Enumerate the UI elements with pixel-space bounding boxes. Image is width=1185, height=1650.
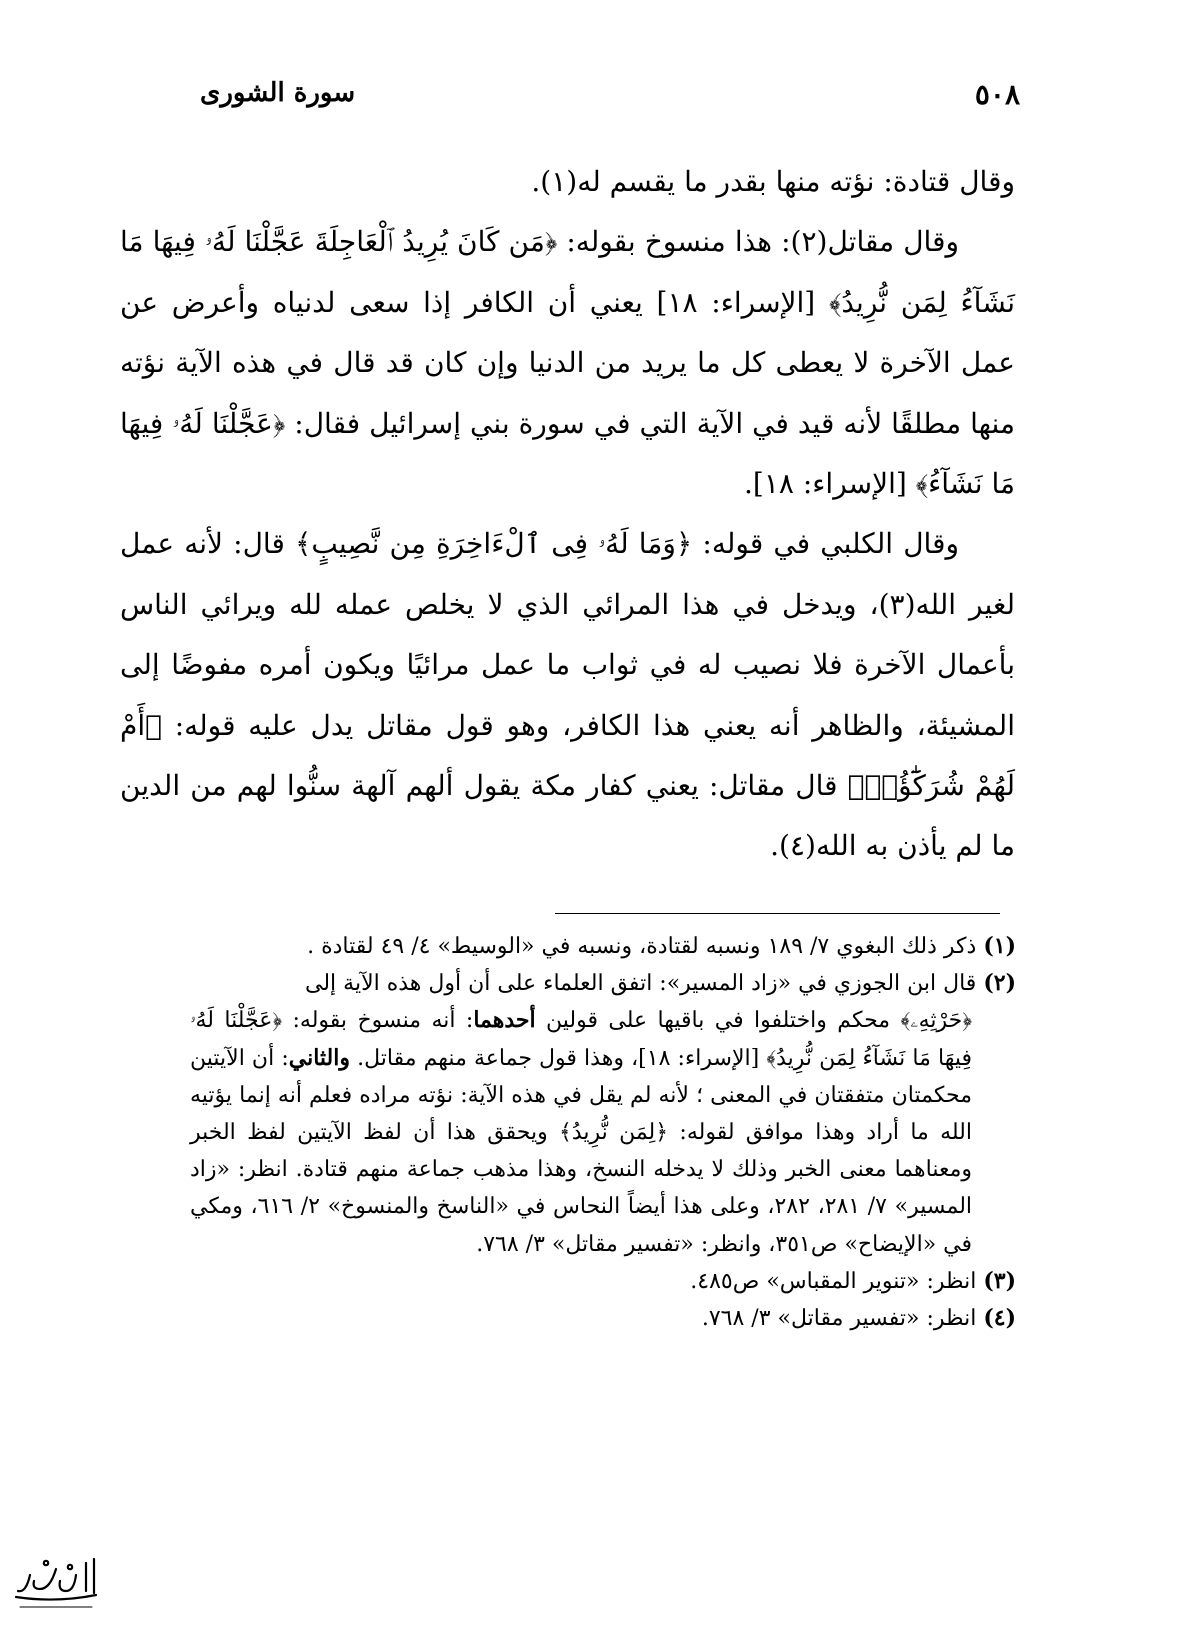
footnote-4 bbox=[190, 1300, 1016, 1337]
publisher-logo bbox=[10, 1545, 102, 1617]
page-header bbox=[200, 78, 1020, 118]
footnote-bold-term: والثاني bbox=[288, 1044, 350, 1071]
footnote-1 bbox=[190, 928, 1016, 965]
quran-verse: ﴿مَن كَانَ يُرِيدُ ٱلْعَاجِلَةَ عَجَّلْنَا لَهُۥ فِيهَا مَا نَشَآءُ لِمَن نُّرِيدُ﴾ bbox=[120, 225, 1015, 319]
footnote-2-continued bbox=[190, 1002, 1016, 1262]
footnote-text: : أنه منسوخ بقوله: ﴿عَجَّلْنَا لَهُۥ فِيهَا مَا نَشَآءُ لِمَن نُّرِيدُ﴾ [الإسراء: ١٨]، وهذا قول جماعة منهم مقاتل. bbox=[190, 1008, 972, 1071]
footnote-text: انظر: «تفسير مقاتل» ٣/ ٧٦٨. bbox=[701, 1306, 984, 1332]
footnote-text: ذكر ذلك البغوي ٧/ ١٨٩ ونسبه لقتادة، ونسبه في «الوسيط» ٤/ ٤٩ لقتادة . bbox=[307, 934, 984, 959]
text-segment: [الإسراء: ١٨] يعني أن الكافر إذا سعى لدنياه وأعرض عن عمل الآخرة لا يعطى كل ما يريد من الدنيا وإن كان قد قال في هذه الآية نؤته منها مطلقًا لأنه قيد في الآية التي في سورة بني إسرائيل فقال: bbox=[120, 285, 1015, 440]
text-segment: [الإسراء: ١٨]. bbox=[744, 467, 916, 501]
quran-verse: ﴿أَمْ لَهُمْ شُرَكَٰٓؤُا۟﴾ bbox=[120, 708, 1015, 803]
text-segment: قال مقاتل: يعني كفار مكة يقول ألهم آلهة سنُّوا لهم من الدين ما لم يأذن به الله(٤). bbox=[120, 769, 1015, 863]
main-text bbox=[120, 152, 1015, 877]
page-number: ٥٠٨ bbox=[974, 78, 1020, 111]
surah-name: سورة الشورى bbox=[200, 78, 356, 108]
footnote-3 bbox=[190, 1263, 1016, 1300]
text-segment: وقال مقاتل(٢): هذا منسوخ بقوله: bbox=[557, 225, 959, 259]
footnote-bold-term: أحدهما bbox=[473, 1007, 536, 1034]
footnote-number: (٣) bbox=[983, 1267, 1016, 1294]
quran-verse: ﴿عَجَّلْنَا لَهُۥ فِيهَا مَا نَشَآءُ﴾ bbox=[120, 406, 1015, 501]
paragraph-qatada: وقال قتادة: نؤته منها بقدر ما يقسم له(١). bbox=[531, 165, 1015, 198]
paragraph-muqatil bbox=[120, 212, 1015, 514]
footnote-number: (١) bbox=[983, 933, 1016, 959]
footnote-text: ﴿حَرْثِهِۦ﴾ محكم واختلفوا في باقيها على قولين bbox=[535, 1008, 972, 1034]
footnote-text: قال ابن الجوزي في «زاد المسير»: اتفق العلماء على أن أول هذه الآية إلى bbox=[305, 971, 984, 997]
footnote-divider bbox=[555, 913, 1000, 914]
footnote-number: (٢) bbox=[983, 970, 1016, 997]
footnotes bbox=[190, 928, 1016, 1337]
text-segment: وقال الكلبي في قوله: bbox=[692, 527, 959, 561]
paragraph-kalbi bbox=[120, 514, 1015, 876]
quran-verse: ﴿وَمَا لَهُۥ فِى ٱلْءَاخِرَةِ مِن نَّصِيبٍ﴾ bbox=[294, 527, 693, 561]
footnote-2 bbox=[190, 965, 1016, 1002]
footnote-text: انظر: «تنوير المقباس» ص٤٨٥. bbox=[690, 1268, 984, 1294]
footnote-text: : أن الآيتين محكمتان متفقتان في المعنى ؛ لأنه لم يقل في هذه الآية: نؤته مراده فعلم أنه إنما يؤتيه الله ما أراد وهذا موافق لقوله: ﴿لِمَن نُّرِيدُ﴾ ويحقق هذا أن لفظ الآيتين لفظ الخبر ومعناهما معنى الخبر وذلك لا يدخله النسخ، وهذا مذهب جماعة منهم قتادة. انظر: «زاد المسير» ٧/ ٢٨١، ٢٨٢، وعلى هذا أيضاً النحاس في «الناسخ والمنسوخ» ٢/ ٦١٦، ومكي في «الإيضاح» ص٣٥١، وانظر: «تفسير مقاتل» ٣/ ٧٦٨. bbox=[190, 1045, 973, 1257]
footnote-number: (٤) bbox=[983, 1305, 1016, 1332]
text-segment: قال: لأنه عمل لغير الله(٣)، ويدخل في هذا المرائي الذي لا يخلص عمله لله ويرائي الناس بأعمال الآخرة فلا نصيب له في ثواب ما عمل مرائيًا ويكون أمره مفوضًا إلى المشيئة، والظاهر أنه يعني هذا الكافر، وهو قول مقاتل يدل عليه قوله: bbox=[120, 527, 1015, 742]
